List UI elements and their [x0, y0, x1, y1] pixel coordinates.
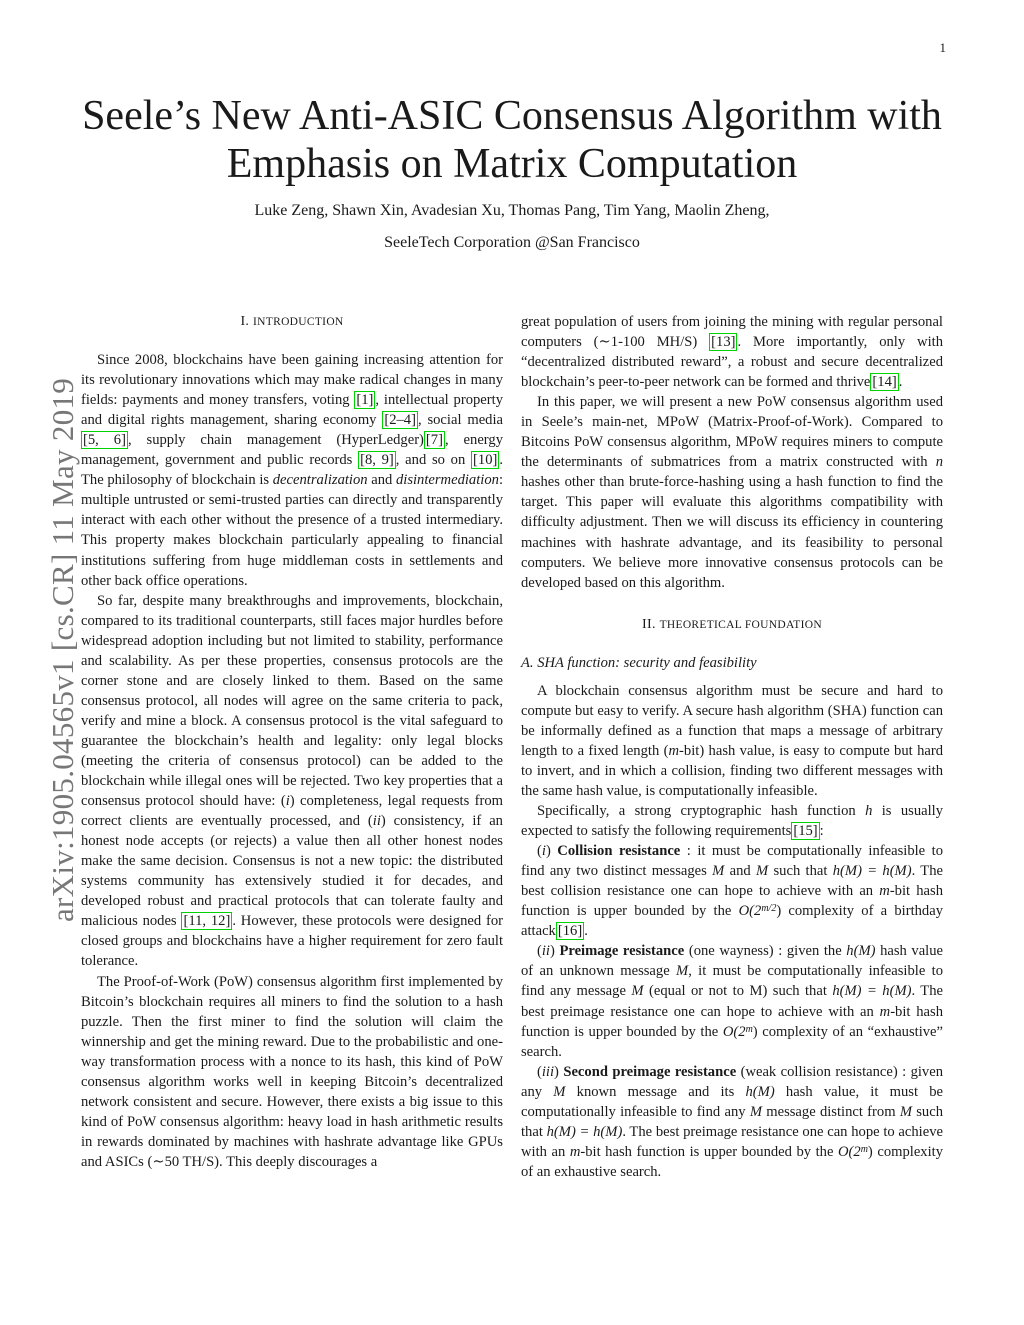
intro-paragraph-3: The Proof-of-Work (PoW) consensus algorithm first implemented by Bitcoin’s blockchain requires all miners to find the solution to a hash puzzle. Then the first miner to find the solution will claim the winnership and get the mining reward. Due to the probabilistic and one-way transformation process with a nonce to its hash, this kind of PoW consensus algorithm works well in keeping Bitcoin’s decentralized network consistent and secure. However, there exists a big issue to this kind of PoW consensus algorithm: heavy load in hash arithmetic results in rewards dominated by machines with hashrate advantage like GPUs and ASICs (∼50 TH/S). This deeply discourages a	[81, 973, 503, 1170]
intro-paragraph-3-continued: great population of users from joining the mining with regular personal computers (∼1-100 MH/S) [13] . More importantly, only with “decentralized distributed reward”, a robust and secure decentralized blockchain’s peer-to-peer network can be formed and thrive [14] .	[521, 314, 943, 391]
citation-link[interactable]: [10]	[473, 452, 498, 469]
citation-link[interactable]: [2–4]	[384, 412, 416, 429]
right-column	[521, 312, 943, 1182]
citation-link[interactable]: [1]	[356, 392, 374, 409]
sha-paragraph-1: A blockchain consensus algorithm must be secure and hard to compute but easy to verify. A secure hash algorithm (SHA) function can be informally defined as a function that maps a message of arbitrary length to a fixed length (m-bit) hash value, is easy to compute but hard to invert, and in which a collision, finding two different messages with the same hash value, is computationally infeasible.	[521, 682, 943, 799]
requirement-preimage-resistance: (ii) Preimage resistance (one wayness) : given the h(M) hash value of an unknown message M, it must be computationally infeasible to find any message M (equal or not to M) such that h(M) = h(M). The best preimage resistance one can hope to achieve with an m-bit hash function is upper bounded by the O(2$^m$) complexity of an “exhaustive” search.	[521, 943, 944, 1060]
arxiv-identifier-stamp: arXiv:1905.04565v1 [cs.CR] 11 May 2019	[45, 377, 80, 923]
citation-link[interactable]: [5, 6]	[83, 432, 126, 449]
left-column	[81, 312, 503, 1172]
section-number: II.	[642, 616, 656, 632]
section-title: THEORETICAL FOUNDATION	[659, 618, 822, 631]
citation-link[interactable]: [13]	[711, 334, 736, 351]
section-number: I.	[240, 314, 250, 329]
title-line-2: Emphasis on Matrix Computation	[226, 141, 798, 187]
paper-title	[60, 92, 964, 188]
affiliation: SeeleTech Corporation @San Francisco	[384, 234, 640, 251]
intro-paragraph-4: In this paper, we will present a new PoW consensus algorithm used in Seele’s main-net, MPoW (Matrix-Proof-of-Work). Compared to Bitcoins PoW consensus algorithm, MPoW requires miners to compute the determinants of submatrices from a matrix constructed with n hashes other than brute-force-hashing using a hash function to find the target. This paper will evaluate this algorithms compatibility with difficulty adjustment. Then we will discuss its efficiency in countering machines with hashrate advantage, and its feasibility to personal computers. We believe more innovative consensus protocols can be developed based on this algorithm.	[521, 394, 943, 591]
citation-link[interactable]: [11, 12]	[183, 913, 231, 930]
requirement-collision-resistance: (i) Collision resistance : it must be computationally infeasible to find any two distinct messages M and M such that h(M) = h(M). The best collision resistance one can hope to achieve with an m-bit hash function is upper bounded by the $O(2^{m/2})$ complexity of a birthday attack [16] .	[521, 843, 943, 940]
intro-paragraph-1: Since 2008, blockchains have been gaining increasing attention for its revolutionary innovations which may make radical changes in many fields: payments and money transfers, voting [1] , intellectual property and digital rights management, sharing economy [2–4] , social media [5, 6] , supply chain management (HyperLedger) [7] , energy management, government and public records [8, 9] , and so on [10] . The philosophy of blockchain is decentralization and disintermediation: multiple untrusted or semi-trusted parties can directly and transparently interact with each other without the presence of a trusted intermediary. This property makes blockchain particularly appealing to financial institutions suffering from huge middleman costs in settlements and other back office operations.	[81, 352, 504, 589]
sha-paragraph-2: Specifically, a strong cryptographic hash function h is usually expected to satisfy the following requirements [15] :	[521, 803, 944, 840]
section-heading-introduction	[81, 312, 503, 332]
intro-paragraph-2: So far, despite many breakthroughs and improvements, blockchain, compared to its traditional counterparts, still faces major hurdles before widespread adoption including but not limited to stability, performance and scalability. As per these properties, consensus protocols are the corner stone and are closely linked to them. Based on the same consensus protocol, all nodes will agree on the same criteria to pack, verify and mine a block. A consensus protocol is the vital safeguard to guarantee the blockchain’s health and legality: only legal blocks (meeting the criteria of consensus protocol) can be added to the blockchain while illegal ones will be rejected. Two key properties that a consensus protocol should have: (i) completeness, legal requests from correct clients are eventually processed, and (ii) consistency, if an honest node accepts (or rejects) a value then all other honest nodes make the same decision. Consensus is not a new topic: the distributed systems community has extensively studied it for decades, and developed robust and practical protocols that can tolerate faulty and malicious nodes [11, 12] . However, these protocols were designed for closed groups and blockchains have a higher requirement for zero fault tolerance.	[81, 592, 504, 970]
section-heading-theoretical-foundation	[521, 615, 943, 635]
author-list: Luke Zeng, Shawn Xin, Avadesian Xu, Thomas Pang, Tim Yang, Maolin Zheng,	[254, 202, 770, 219]
section-title: INTRODUCTION	[253, 316, 344, 328]
title-block	[60, 92, 964, 252]
citation-link[interactable]: [15]	[793, 823, 818, 840]
title-line-1: Seele’s New Anti-ASIC Consensus Algorithm with	[82, 93, 942, 139]
citation-link[interactable]: [16]	[557, 923, 583, 940]
requirement-second-preimage-resistance: (iii) Second preimage resistance (weak collision resistance) : given any M known message and its h(M) hash value, it must be computationally infeasible to find any M message distinct from M such that h(M) = h(M). The best preimage resistance one can hope to achieve with an m-bit hash function is upper bounded by the O(2$^m$) complexity of an exhaustive search.	[521, 1063, 944, 1180]
citation-link[interactable]: [14]	[872, 374, 897, 391]
page-number: 1	[939, 40, 946, 55]
citation-link[interactable]: [8, 9]	[360, 452, 394, 469]
subsection-heading-sha: A. SHA function: security and feasibility	[521, 654, 757, 671]
citation-link[interactable]: [7]	[425, 432, 443, 449]
